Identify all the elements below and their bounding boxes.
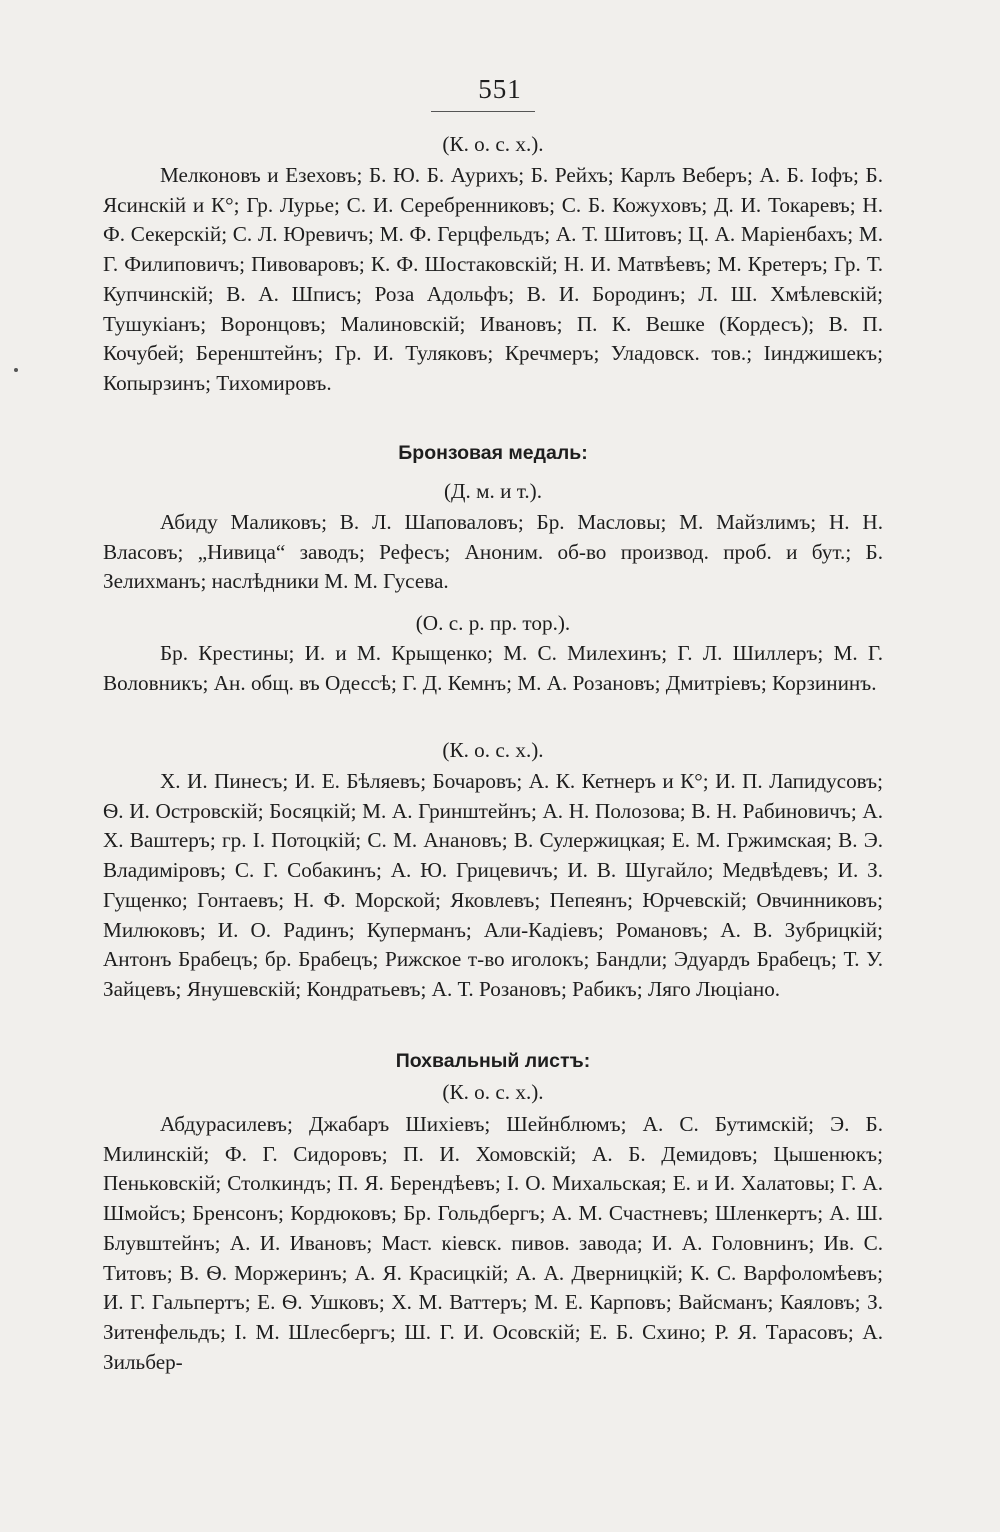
praise-sheet-heading: Похвальный листъ:	[395, 1050, 591, 1072]
section-1-body	[103, 161, 883, 399]
section-3-body	[103, 639, 883, 698]
page-number-rule	[431, 111, 535, 112]
section-1-subheading: (К. о. с. х.).	[442, 132, 544, 156]
section-2-subheading: (Д. м. и т.).	[443, 479, 543, 503]
bronze-medal-heading: Бронзовая медаль:	[398, 442, 588, 464]
margin-mark	[14, 368, 18, 372]
page-number: 551	[478, 74, 522, 104]
section-3-text: Бр. Крестины; И. и М. Крыщенко; М. С. Милехинъ; Г. Л. Шиллеръ; М. Г. Воловникъ; Ан. общ. въ Одессѣ; Г. Д. Кемнъ; М. А. Розановъ; Дмитріевъ; Корзининъ.	[103, 641, 883, 695]
section-5-text: Абдурасилевъ; Джабаръ Шихіевъ; Шейнблюмъ; А. С. Бутимскій; Э. Б. Милинскій; Ф. Г. Сидоровъ; П. И. Хомовскій; А. Б. Демидовъ; Цышенюкъ; Пеньковскій; Столкиндъ; П. Я. Берендѣевъ; І. О. Михальская; Е. и И. Халатовы; Г. А. Шмойсъ; Бренсонъ; Кордюковъ; Бр. Гольдбергъ; А. М. Счастневъ; Шленкертъ; А. Ш. Блувштейнъ; А. И. Ивановъ; Маст. кіевск. пивов. завода; И. А. Головнинъ; Ив. С. Титовъ; В. Ѳ. Моржеринъ; А. Я. Красицкій; А. А. Дверницкій; К. С. Варфоломѣевъ; И. Г. Гальпертъ; Е. Ѳ. Ушковъ; Х. М. Ваттеръ; М. Е. Карповъ; Вайсманъ; Каяловъ; З. Зитенфельдъ; І. М. Шлесбергъ; Ш. Г. И. Осовскій; Е. Б. Схино; Р. Я. Тарасовъ; А. Зильбер-	[103, 1112, 883, 1374]
section-5-body	[103, 1110, 883, 1377]
section-3-subheading: (О. с. р. пр. тор.).	[415, 611, 571, 635]
section-2-text: Абиду Маликовъ; В. Л. Шаповаловъ; Бр. Масловы; М. Майзлимъ; Н. Н. Власовъ; „Нивица“ заводъ; Рефесъ; Аноним. об-во производ. проб. и бут.; Б. Зелихманъ; наслѣдники М. М. Гусева.	[103, 510, 883, 594]
section-2-body	[103, 508, 883, 597]
section-1-text: Мелконовъ и Езеховъ; Б. Ю. Б. Аурихъ; Б. Рейхъ; Карлъ Веберъ; А. Б. Іофъ; Б. Ясинскій и К°; Гр. Лурье; С. И. Серебренниковъ; С. Б. Кожуховъ; Д. И. Токаревъ; Н. Ф. Секерскій; С. Л. Юревичъ; М. Ф. Герцфельдъ; А. Т. Шитовъ; Ц. А. Маріенбахъ; М. Г. Филиповичъ; Пивоваровъ; К. Ф. Шостаковскій; Н. И. Матвѣевъ; М. Кретеръ; Гр. Т. Купчинскій; В. А. Шписъ; Роза Адольфъ; В. И. Бородинъ; Л. Ш. Хмѣлевскій; Тушукіанъ; Воронцовъ; Малиновскій; Ивановъ; П. К. Вешке (Кордесъ); В. П. Кочубей; Беренштейнъ; Гр. И. Туляковъ; Кречмеръ; Уладовск. тов.; Іинджишекъ; Копырзинъ; Тихомировъ.	[103, 163, 883, 395]
section-4-text: Х. И. Пинесъ; И. Е. Бѣляевъ; Бочаровъ; А. К. Кетнеръ и К°; И. П. Лапидусовъ; Ѳ. И. Островскій; Босяцкій; М. А. Гринштейнъ; А. Н. Полозова; В. Н. Рабиновичъ; А. Х. Ваштеръ; гр. І. Потоцкій; С. М. Анановъ; В. Сулержицкая; Е. М. Гржимская; В. Э. Владиміровъ; С. Г. Собакинъ; А. Ю. Грицевичъ; И. В. Шугайло; Медвѣдевъ; И. З. Гущенко; Гонтаевъ; Н. Ф. Морской; Яковлевъ; Пепеянъ; Юрчевскій; Овчинниковъ; Милюковъ; И. О. Радинъ; Куперманъ; Али-Кадіевъ; Романовъ; А. В. Зубрицкій; Антонъ Брабецъ; бр. Брабецъ; Рижское т-во иголокъ; Бандли; Эдуардъ Брабецъ; Т. У. Зайцевъ; Янушевскій; Кондратьевъ; А. Т. Розановъ; Рабикъ; Ляго Люціано.	[103, 769, 883, 1001]
section-4-subheading: (К. о. с. х.).	[442, 738, 544, 762]
section-4-body	[103, 767, 883, 1005]
section-5-subheading: (К. о. с. х.).	[442, 1080, 544, 1104]
